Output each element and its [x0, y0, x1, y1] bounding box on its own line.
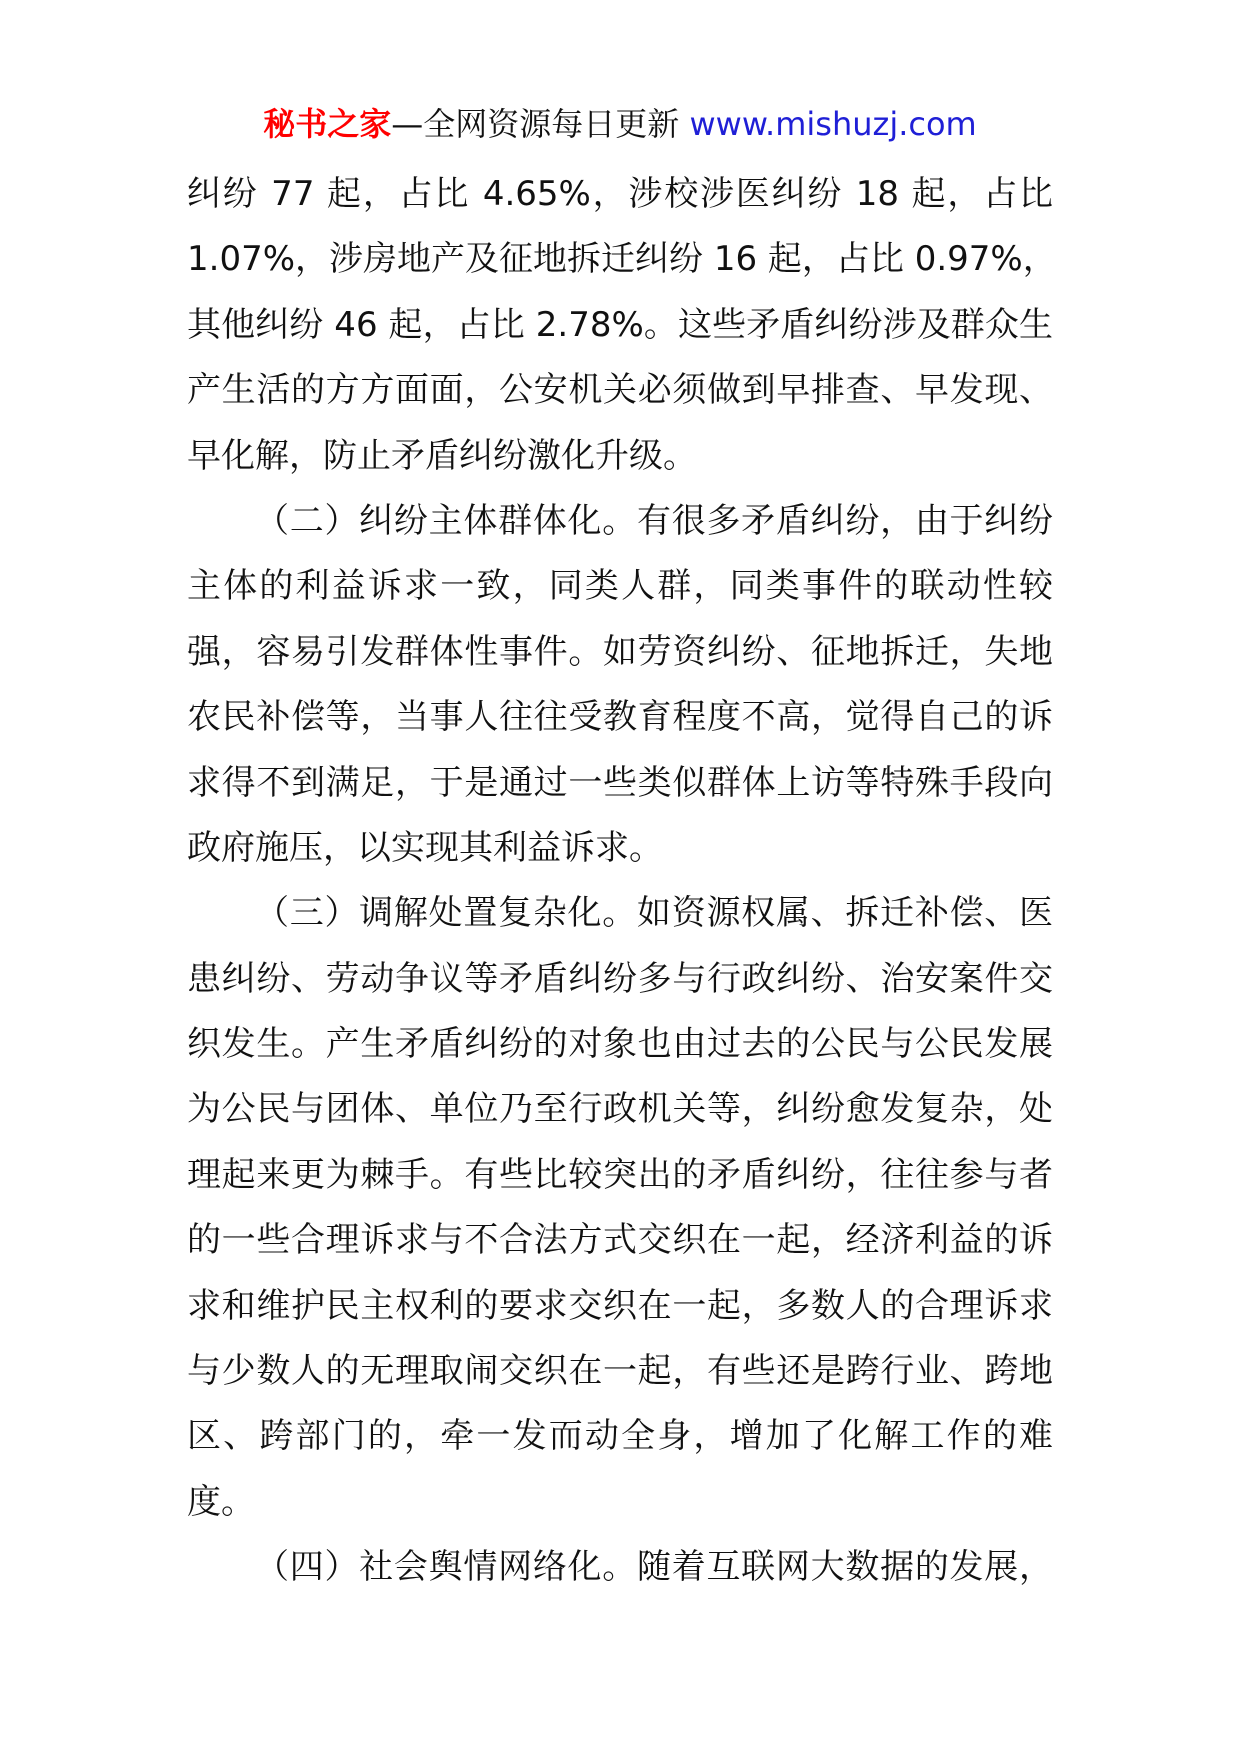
text-line: 主体的利益诉求一致，同类人群，同类事件的联动性较 — [187, 566, 1053, 607]
text-line: 早化解，防止矛盾纠纷激化升级。 — [187, 435, 697, 476]
text-line: 纠纷 77 起，占比 4.65%，涉校涉医纠纷 18 起，占比 — [187, 174, 1053, 214]
section-heading-line: （三）调解处置复杂化。如资源权属、拆迁补偿、医 — [255, 893, 1053, 934]
text-line: 的一些合理诉求与不合法方式交织在一起，经济利益的诉 — [187, 1220, 1053, 1261]
section-heading-line: （二）纠纷主体群体化。有很多矛盾纠纷，由于纠纷 — [255, 500, 1053, 541]
brand-name: 秘书之家 — [263, 105, 392, 143]
text-line: 理起来更为棘手。有些比较突出的矛盾纠纷，往往参与者 — [187, 1154, 1053, 1195]
text-line: 政府施压，以实现其利益诉求。 — [187, 827, 663, 868]
text-line: 与少数人的无理取闹交织在一起，有些还是跨行业、跨地 — [187, 1351, 1053, 1392]
text-line: 强，容易引发群体性事件。如劳资纠纷、征地拆迁，失地 — [187, 631, 1053, 672]
text-line: 其他纠纷 46 起，占比 2.78%。这些矛盾纠纷涉及群众生 — [187, 304, 1053, 345]
site-url-link[interactable]: www.mishuzj.com — [689, 105, 977, 143]
site-header — [0, 102, 1240, 146]
text-line: 区、跨部门的，牵一发而动全身，增加了化解工作的难 — [187, 1416, 1053, 1457]
text-line: 为公民与团体、单位乃至行政机关等，纠纷愈发复杂，处 — [187, 1089, 1053, 1130]
section-heading-line: （四）社会舆情网络化。随着互联网大数据的发展， — [255, 1547, 1053, 1588]
text-line: 求和维护民主权利的要求交织在一起，多数人的合理诉求 — [187, 1285, 1053, 1326]
site-tagline: —全网资源每日更新 — [391, 105, 680, 143]
text-line: 织发生。产生矛盾纠纷的对象也由过去的公民与公民发展 — [187, 1024, 1053, 1065]
text-line: 农民补偿等，当事人往往受教育程度不高，觉得自己的诉 — [187, 697, 1053, 738]
document-body — [187, 162, 1057, 1601]
text-line: 患纠纷、劳动争议等矛盾纠纷多与行政纠纷、治安案件交 — [187, 958, 1053, 999]
text-line: 1.07%，涉房地产及征地拆迁纠纷 16 起，占比 0.97%， — [187, 239, 1057, 280]
text-line: 产生活的方方面面，公安机关必须做到早排查、早发现、 — [187, 370, 1053, 411]
text-line: 度。 — [187, 1481, 255, 1522]
text-line: 求得不到满足，于是通过一些类似群体上访等特殊手段向 — [187, 762, 1053, 803]
